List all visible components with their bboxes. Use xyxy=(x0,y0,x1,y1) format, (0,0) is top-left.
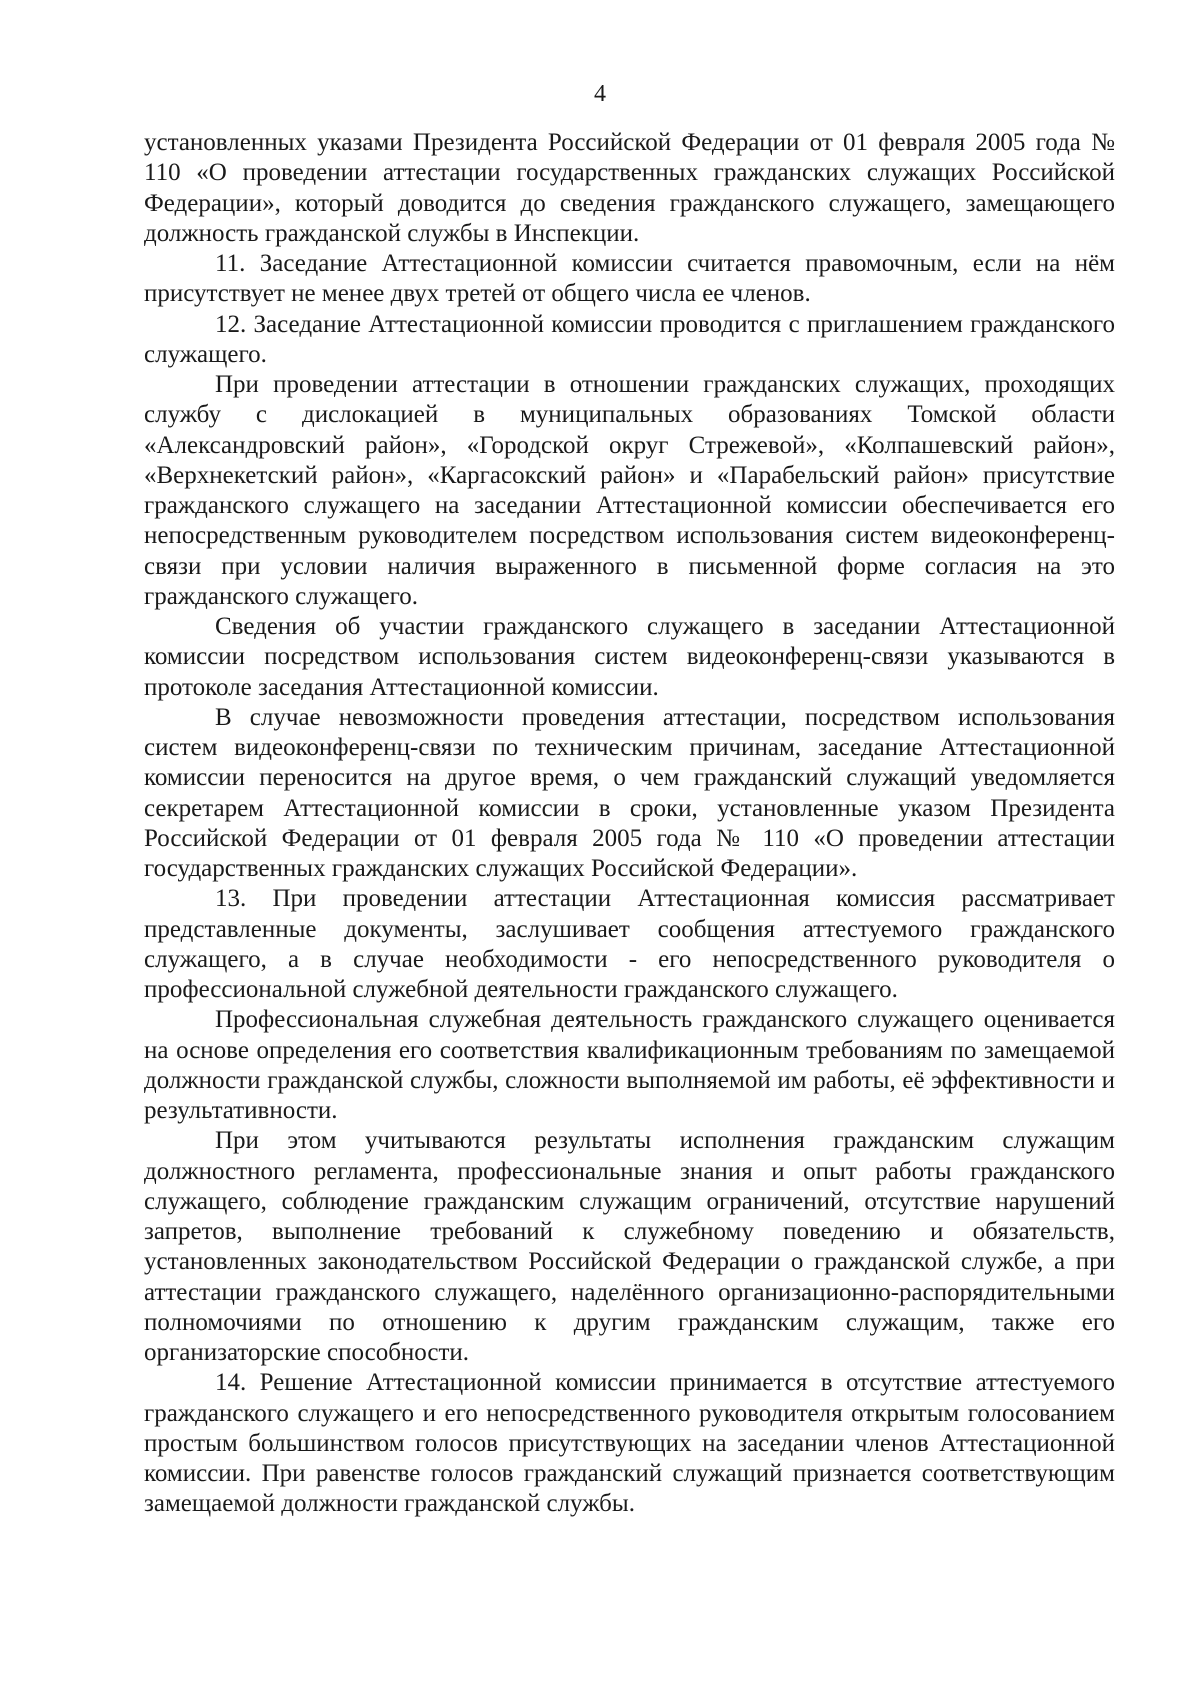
paragraph-item-12: 12. Заседание Аттестационной комиссии проводится с приглашением гражданского служащего. xyxy=(144,310,1115,368)
paragraph-technical-postponement: В случае невозможности проведения аттестации, посредством использования систем видеоконференц-связи по техническим причинам, заседание Аттестационной комиссии переносится на другое время, о чем гражданский служащий уведомляется секретарем Аттестационной комиссии в сроки, установленные указом Президента Российской Федерации от 01 февраля 2005 года № 110 «О проведении аттестации государственных гражданских служащих Российской Федерации». xyxy=(144,703,1115,882)
page-number: 4 xyxy=(594,81,606,107)
paragraph-item-13: 13. При проведении аттестации Аттестационная комиссия рассматривает представленные документы, заслушивает сообщения аттестуемого гражданского служащего, а в случае необходимости - его непосредственного руководителя о профессиональной служебной деятельности гражданского служащего. xyxy=(144,885,1115,1003)
paragraph-item-11: 11. Заседание Аттестационной комиссии считается правомочным, если на нём присутствует не менее двух третей от общего числа ее членов. xyxy=(144,250,1115,308)
paragraph-item-14: 14. Решение Аттестационной комиссии принимается в отсутствие аттестуемого гражданского служащего и его непосредственного руководителя открытым голосованием простым большинством голосов присутствующих на заседании членов Аттестационной комиссии. При равенстве голосов гражданский служащий признается соответствующим замещаемой должности гражданской службы. xyxy=(144,1369,1115,1518)
paragraph-evaluation-basis: Профессиональная служебная деятельность гражданского служащего оценивается на основе определения его соответствия квалификационным требованиям по замещаемой должности гражданской службы, сложности выполняемой им работы, её эффективности и результативности. xyxy=(144,1006,1115,1124)
document-body xyxy=(144,128,1115,1520)
paragraph-videoconference-attendance: При проведении аттестации в отношении гражданских служащих, проходящих службу с дислокацией в муниципальных образованиях Томской области «Александровский район», «Городской округ Стрежевой», «Колпашевский район», «Верхнекетский район», «Каргасокский район» и «Парабельский район» присутствие гражданского служащего на заседании Аттестационной комиссии обеспечивается его непосредственным руководителем посредством использования систем видеоконференц-связи при условии наличия выраженного в письменной форме согласия на это гражданского служащего. xyxy=(144,371,1115,610)
paragraph-videoconference-protocol: Сведения об участии гражданского служащего в заседании Аттестационной комиссии посредством использования систем видеоконференц-связи указываются в протоколе заседания Аттестационной комиссии. xyxy=(144,613,1115,701)
paragraph-continuation: установленных указами Президента Российской Федерации от 01 февраля 2005 года № 110 «О проведении аттестации государственных гражданских служащих Российской Федерации», который доводится до сведения гражданского служащего, замещающего должность гражданской службы в Инспекции. xyxy=(144,129,1115,247)
paragraph-evaluation-factors: При этом учитываются результаты исполнения гражданским служащим должностного регламента, профессиональные знания и опыт работы гражданского служащего, соблюдение гражданским служащим ограничений, отсутствие нарушений запретов, выполнение требований к служебному поведению и обязательств, установленных законодательством Российской Федерации о гражданской службе, а при аттестации гражданского служащего, наделённого организационно-распорядительными полномочиями по отношению к другим гражданским служащим, также его организаторские способности. xyxy=(144,1127,1115,1366)
